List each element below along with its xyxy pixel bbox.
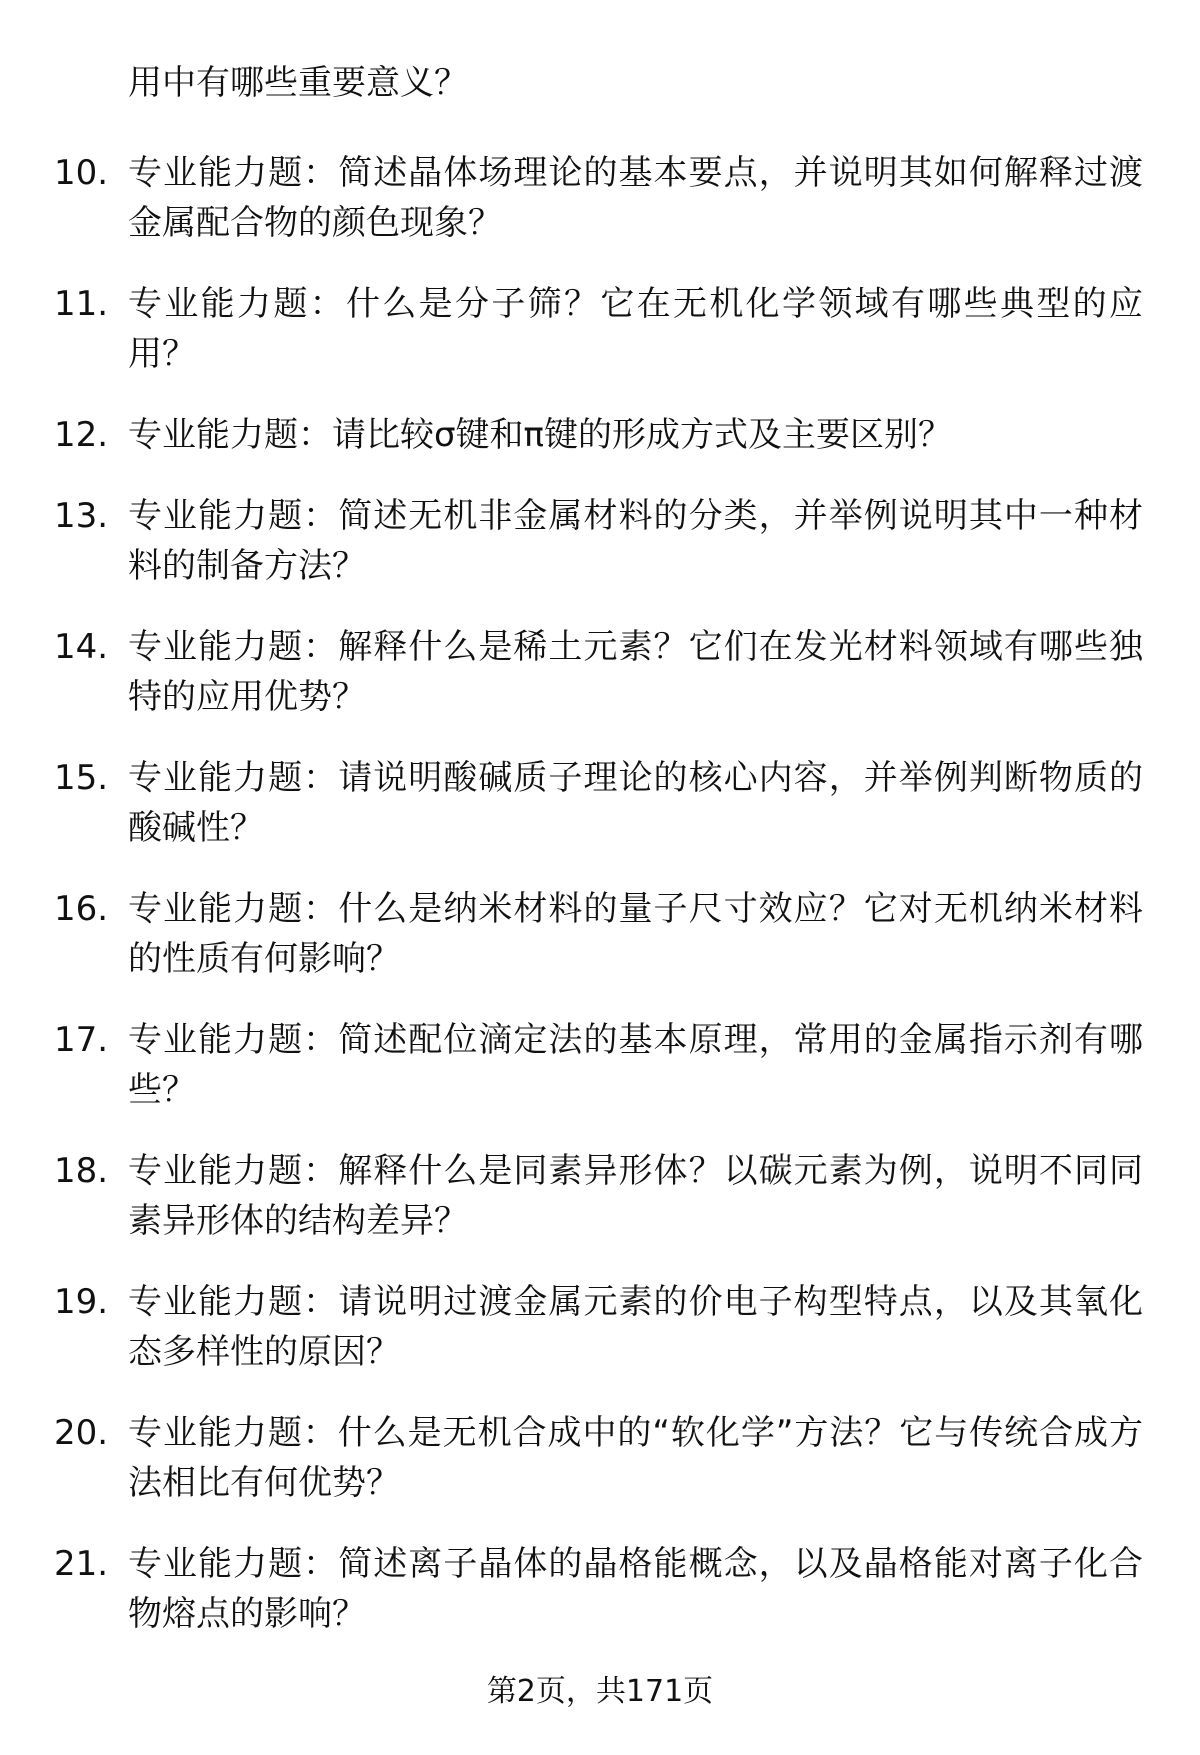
question-item bbox=[0, 1146, 1200, 1246]
question-text: 专业能力题：简述配位滴定法的基本原理，常用的金属指示剂有哪些？ bbox=[128, 1020, 1143, 1110]
question-number: 19. bbox=[54, 1282, 109, 1322]
question-item bbox=[0, 622, 1200, 722]
question-item bbox=[0, 410, 1200, 460]
question-item bbox=[0, 753, 1200, 853]
question-text: 专业能力题：请说明过渡金属元素的价电子构型特点，以及其氧化态多样性的原因？ bbox=[128, 1282, 1143, 1372]
question-text: 专业能力题：请比较σ键和π键的形成方式及主要区别？ bbox=[128, 415, 953, 455]
question-number: 17. bbox=[54, 1020, 109, 1060]
question-item bbox=[0, 1015, 1200, 1115]
question-text: 专业能力题：请说明酸碱质子理论的核心内容，并举例判断物质的酸碱性？ bbox=[128, 758, 1143, 848]
page-number-footer: 第2页，共171页 bbox=[486, 1674, 714, 1709]
question-list bbox=[0, 148, 1200, 1670]
question-number: 10. bbox=[54, 153, 109, 193]
question-item bbox=[0, 491, 1200, 591]
question-text: 专业能力题：解释什么是同素异形体？以碳元素为例，说明不同同素异形体的结构差异？ bbox=[128, 1151, 1143, 1241]
question-text: 专业能力题：简述晶体场理论的基本要点，并说明其如何解释过渡金属配合物的颜色现象？ bbox=[128, 153, 1143, 243]
question-text: 专业能力题：什么是分子筛？它在无机化学领域有哪些典型的应用？ bbox=[128, 284, 1143, 374]
question-item bbox=[0, 1408, 1200, 1508]
question-number: 21. bbox=[54, 1544, 109, 1584]
question-number: 11. bbox=[54, 284, 109, 324]
question-item bbox=[0, 1539, 1200, 1639]
question-number: 15. bbox=[54, 758, 109, 798]
question-number: 16. bbox=[54, 889, 109, 929]
question-number: 14. bbox=[54, 627, 109, 667]
question-number: 20. bbox=[54, 1413, 109, 1453]
question-item bbox=[0, 1277, 1200, 1377]
question-text: 专业能力题：简述离子晶体的晶格能概念，以及晶格能对离子化合物熔点的影响？ bbox=[128, 1544, 1143, 1634]
question-text: 专业能力题：解释什么是稀土元素？它们在发光材料领域有哪些独特的应用优势？ bbox=[128, 627, 1143, 717]
question-number: 18. bbox=[54, 1151, 109, 1191]
question-item bbox=[0, 279, 1200, 379]
question-text: 专业能力题：简述无机非金属材料的分类，并举例说明其中一种材料的制备方法？ bbox=[128, 496, 1143, 586]
question-item bbox=[0, 148, 1200, 248]
question-number: 13. bbox=[54, 496, 109, 536]
question-item bbox=[0, 884, 1200, 984]
continued-question-text: 用中有哪些重要意义？ bbox=[128, 63, 468, 103]
question-text: 专业能力题：什么是纳米材料的量子尺寸效应？它对无机纳米材料的性质有何影响？ bbox=[128, 889, 1143, 979]
question-text: 专业能力题：什么是无机合成中的“软化学”方法？它与传统合成方法相比有何优势？ bbox=[128, 1413, 1143, 1503]
question-number: 12. bbox=[54, 415, 109, 455]
